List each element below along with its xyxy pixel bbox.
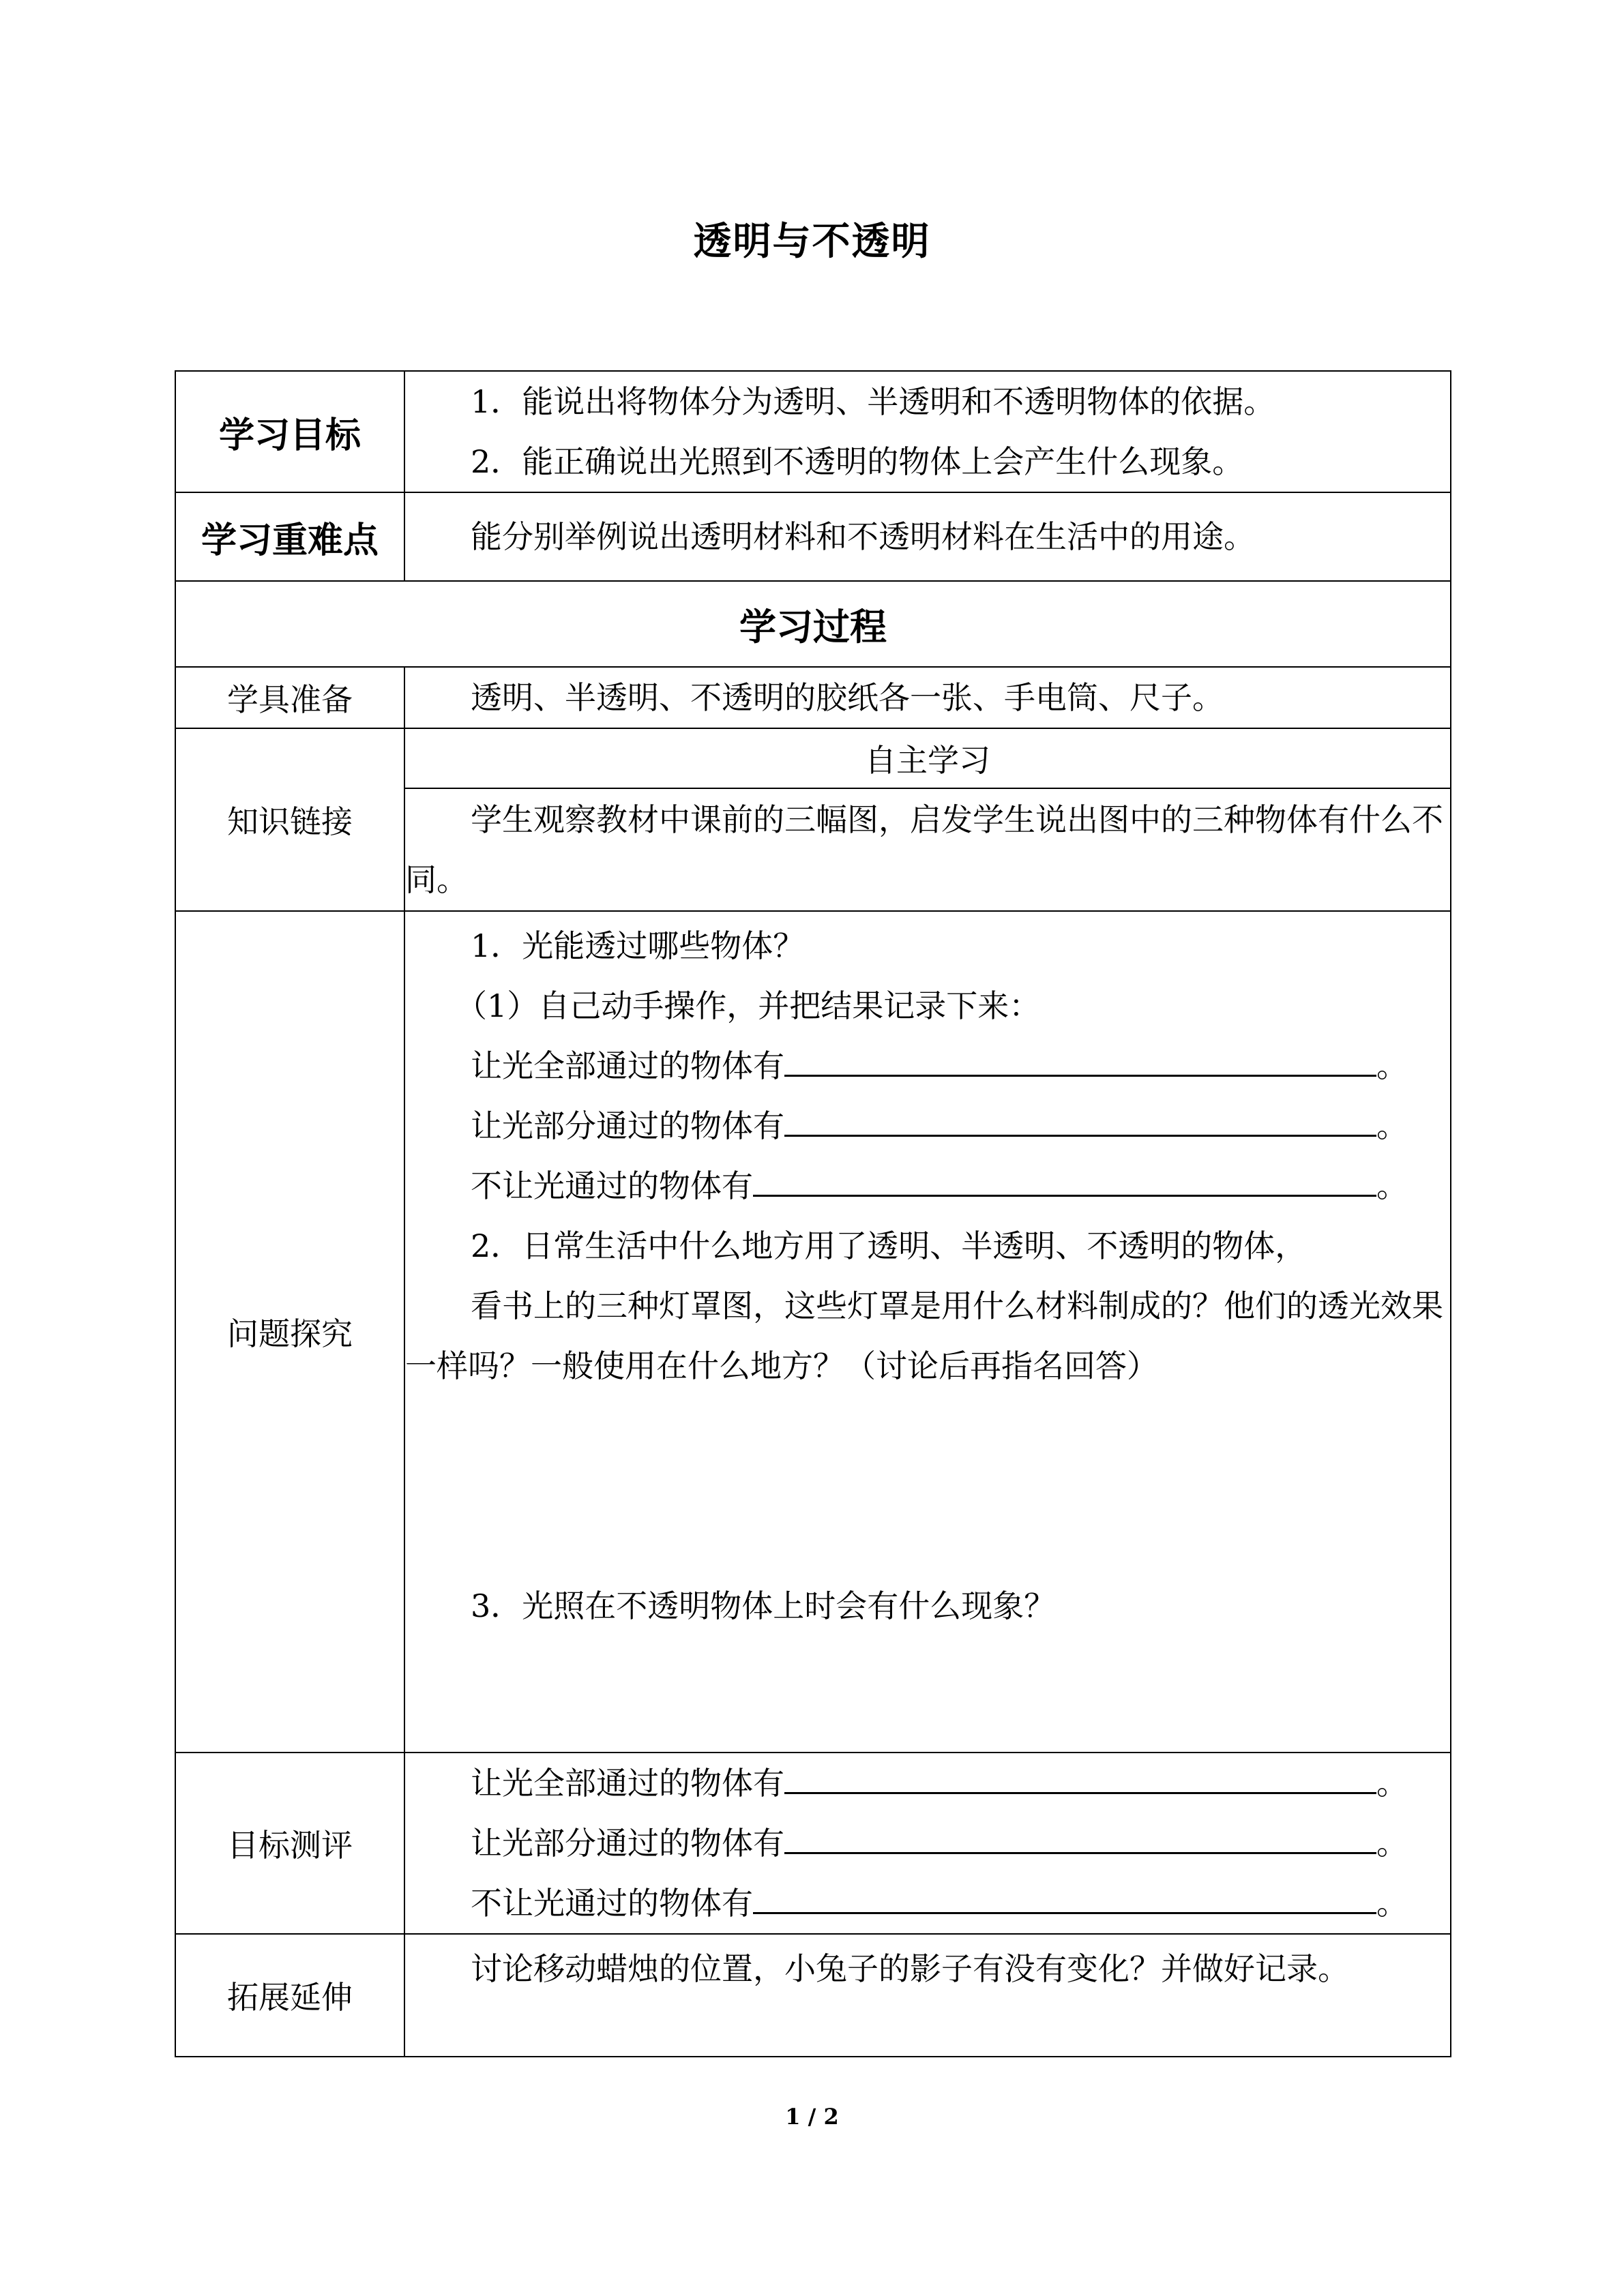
inquiry-q1: 1．光能透过哪些物体？ xyxy=(471,927,805,964)
answer-space xyxy=(405,1396,1450,1576)
period: 。 xyxy=(1376,1825,1408,1862)
key-points-text: 能分别举例说出透明材料和不透明材料在生活中的用途。 xyxy=(471,518,1255,555)
inquiry-q2-text: 看书上的三种灯罩图，这些灯罩是用什么材料制成的？他们的透光效果一样吗？一般使用在什么地方？（讨论后再指名回答） xyxy=(405,1287,1443,1384)
assessment-label: 目标测评 xyxy=(175,1753,404,1934)
materials-content xyxy=(404,667,1451,728)
answer-blank[interactable] xyxy=(784,1828,1376,1854)
process-header-row xyxy=(175,581,1451,667)
objective-item: 2．能正确说出光照到不透明的物体上会产生什么现象。 xyxy=(471,443,1244,480)
materials-row xyxy=(175,667,1451,728)
inquiry-q1-sub: （1）自己动手操作，并把结果记录下来： xyxy=(456,987,1041,1024)
knowledge-subheader-row xyxy=(175,728,1451,788)
fill-label: 不让光通过的物体有 xyxy=(471,1885,753,1922)
answer-blank[interactable] xyxy=(784,1110,1376,1137)
knowledge-text: 学生观察教材中课前的三幅图，启发学生说出图中的三种物体有什么不同。 xyxy=(405,801,1443,898)
answer-blank[interactable] xyxy=(753,1888,1376,1914)
fill-label: 让光全部通过的物体有 xyxy=(471,1047,784,1084)
extension-row xyxy=(175,1934,1451,2057)
page-title: 透明与不透明 xyxy=(693,219,931,264)
objective-item: 1．能说出将物体分为透明、半透明和不透明物体的依据。 xyxy=(471,383,1275,420)
fill-line-full xyxy=(405,1753,1450,1813)
period: 。 xyxy=(1376,1765,1408,1802)
period: 。 xyxy=(1376,1107,1408,1144)
extension-content xyxy=(404,1934,1451,2057)
knowledge-subheader: 自主学习 xyxy=(404,728,1451,788)
period: 。 xyxy=(1376,1047,1408,1084)
fill-line-none xyxy=(405,1873,1450,1933)
objectives-content xyxy=(404,371,1451,492)
key-points-row xyxy=(175,492,1451,581)
fill-label: 让光全部通过的物体有 xyxy=(471,1765,784,1802)
extension-text: 讨论移动蜡烛的位置，小兔子的影子有没有变化？并做好记录。 xyxy=(471,1950,1349,1987)
answer-blank[interactable] xyxy=(753,1170,1376,1197)
objectives-label: 学习目标 xyxy=(175,371,404,492)
assessment-row xyxy=(175,1753,1451,1934)
fill-label: 让光部分通过的物体有 xyxy=(471,1107,784,1144)
knowledge-label: 知识链接 xyxy=(175,728,404,911)
objectives-row xyxy=(175,371,1451,492)
inquiry-q2: 2．日常生活中什么地方用了透明、半透明、不透明的物体， xyxy=(471,1227,1307,1264)
key-points-label: 学习重难点 xyxy=(175,492,404,581)
fill-label: 不让光通过的物体有 xyxy=(471,1167,753,1204)
fill-line-partial xyxy=(405,1813,1450,1873)
inquiry-q3: 3．光照在不透明物体上时会有什么现象？ xyxy=(471,1587,1056,1624)
fill-line-none xyxy=(405,1156,1450,1216)
process-header: 学习过程 xyxy=(175,581,1451,667)
inquiry-label: 问题探究 xyxy=(175,911,404,1753)
fill-line-full xyxy=(405,1036,1450,1096)
fill-label: 让光部分通过的物体有 xyxy=(471,1825,784,1862)
inquiry-content xyxy=(404,911,1451,1753)
fill-line-partial xyxy=(405,1096,1450,1156)
materials-text: 透明、半透明、不透明的胶纸各一张、手电筒、尺子。 xyxy=(471,679,1224,716)
answer-blank[interactable] xyxy=(784,1050,1376,1077)
period: 。 xyxy=(1376,1167,1408,1204)
page-number: 1 / 2 xyxy=(785,2104,839,2130)
extension-label: 拓展延伸 xyxy=(175,1934,404,2057)
assessment-content xyxy=(404,1753,1451,1934)
inquiry-row xyxy=(175,911,1451,1753)
answer-blank[interactable] xyxy=(784,1768,1376,1794)
knowledge-content xyxy=(404,788,1451,911)
key-points-content xyxy=(404,492,1451,581)
materials-label: 学具准备 xyxy=(175,667,404,728)
period: 。 xyxy=(1376,1885,1408,1922)
lesson-plan-table xyxy=(175,370,1451,2057)
